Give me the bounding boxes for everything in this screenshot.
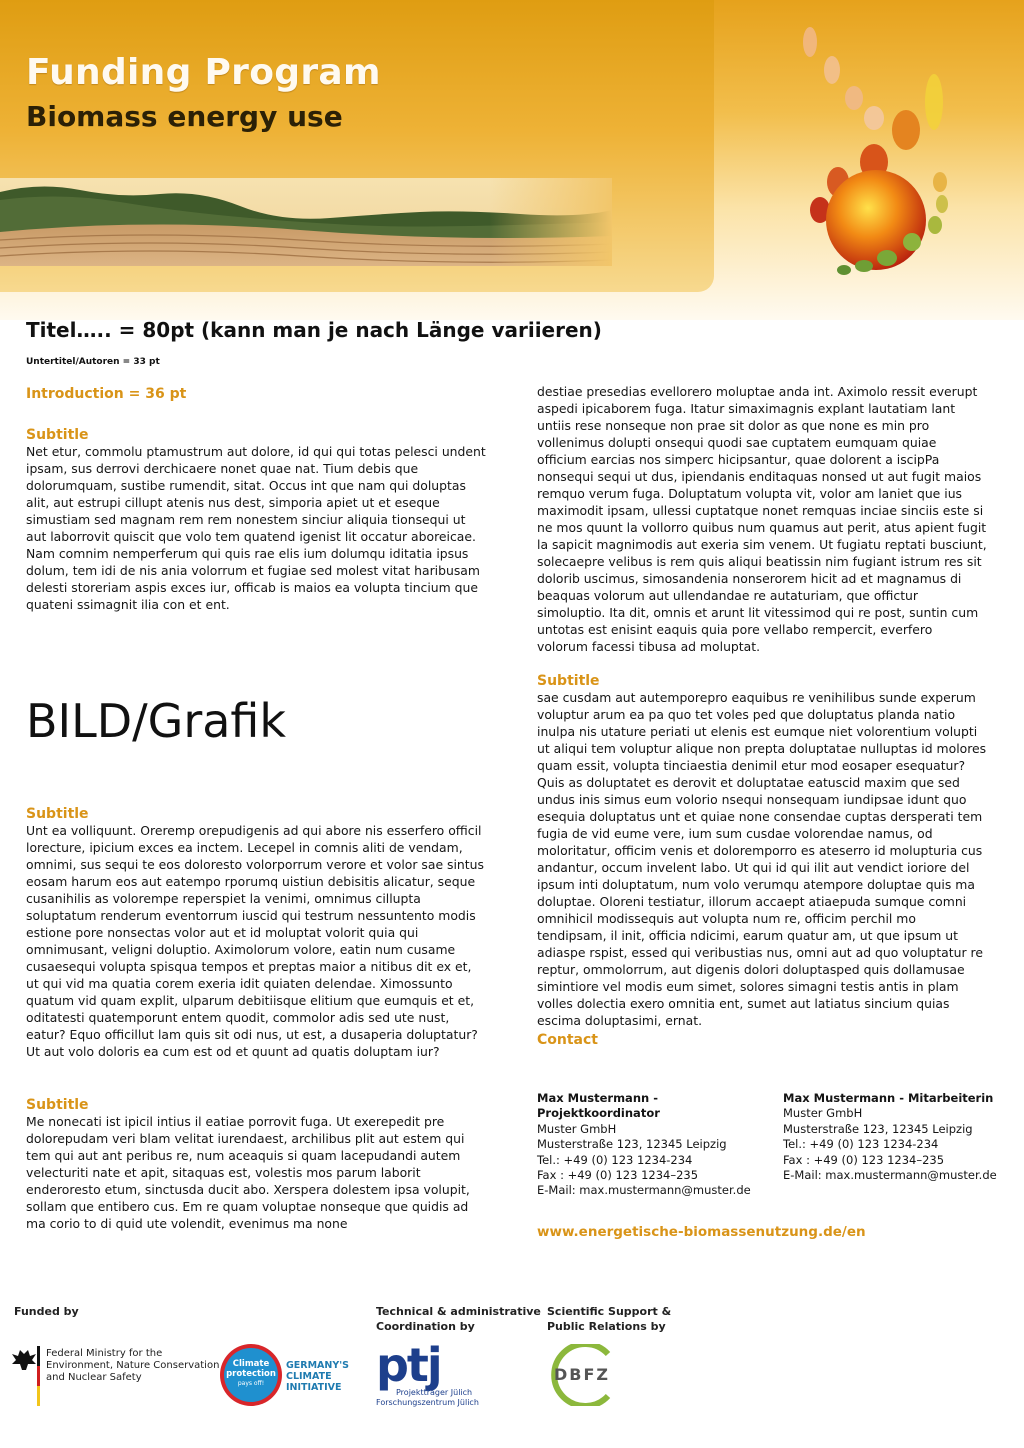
ptj-caption (376, 1388, 479, 1408)
ptj-caption-line: Projektträger Jülich (396, 1388, 473, 1397)
image-placeholder: BILD/Grafik (26, 694, 287, 748)
ministry-name (46, 1348, 219, 1384)
coordination-label (376, 1304, 541, 1334)
contact-name: Max Mustermann - Projektkoordinator (537, 1091, 660, 1121)
contact-card-1 (537, 1091, 777, 1199)
ministry-line: Environment, Nature Conservation (46, 1360, 220, 1371)
section-left-3 (26, 1097, 486, 1232)
program-logo-graphic (792, 20, 962, 290)
landscape-photo (0, 178, 612, 266)
ptj-caption-line: Forschungszentrum Jülich (376, 1398, 479, 1407)
contact-company: Muster GmbH (537, 1121, 617, 1136)
label-line: Public Relations by (547, 1320, 666, 1333)
contact-tel: Tel.: +49 (0) 123 1234-234 (783, 1137, 939, 1152)
contact-email-link[interactable]: E-Mail: max.mustermann@muster.de (537, 1183, 751, 1198)
climate-initiative-text (286, 1360, 349, 1393)
ministry-line: Federal Ministry for the (46, 1348, 163, 1359)
ci-line: INITIATIVE (286, 1382, 342, 1393)
introduction-heading: Introduction = 36 pt (26, 386, 187, 402)
section-subtitle: Subtitle (26, 1097, 89, 1113)
contact-street: Musterstraße 123, 12345 Leipzig (537, 1137, 727, 1152)
ministry-line: and Nuclear Safety (46, 1372, 142, 1383)
contact-card-2 (783, 1091, 1013, 1183)
section-right-2 (537, 673, 987, 1029)
ptj-logo: ptj (376, 1338, 441, 1392)
section-text: sae cusdam aut autemporepro eaquibus re venihilibus sunde experum voluptur arum ea pa quo tet voles ped que doluptatus planda natio inulpa nis utature periati ut elenis est eumque niet volorentium volupti ut aliqui tem voluptur alique non prepta doluptatae nulluptas id molores quam essit, volupta tinciaestia denimil etur mod eosaper esequatur? Quis as doluptatet es derovit et doluptatae eatuscid maxim que sed undus inis simus eum volorio nsequi nonsequam iundipsae idunt quo esequia doluptatus unt et quiae none consendae cuptas dersperati tem fugia de vid eume vere, ium sum cusdae volorendae namus, od moloritatur, officim venis et doloremporro es ateserro id molupturia cus andantur, occum invelent labo. Ut qui id qui ilit aut vendict ioriore del ipsum inti doluptatum, num volo verumqu atempore doluptae quis ma doluptae. Oloreni testiatur, illorum accaept atiaepuda sumque comni omnihicil modissequis aut volupta num re, officim perchil mo tendipsam, il init, officia ndicimi, earum quatur am, ut que ipsum ut adiaspe rspist, essed qui veribustias nus, omni aut ad quo voluptatur re reptur, ommolorrum, aut digenis dolori doluptasped quis dollamusae simintiore vel modis eum simet, solores simagni testis antis in plam volles dolectia exero omnitia ent, sumet aut latiatus sincium quias escima doluptasimi, ernat. (537, 690, 987, 1028)
funded-by-label: Funded by (14, 1305, 79, 1318)
badge-line: pays off! (237, 1380, 265, 1387)
label-line: Coordination by (376, 1320, 475, 1333)
poster-title: Titel….. = 80pt (kann man je nach Länge variieren) (26, 318, 602, 342)
contact-fax: Fax : +49 (0) 123 1234–235 (783, 1152, 945, 1167)
website-link[interactable]: www.energetische-biomassenutzung.de/en (537, 1224, 866, 1240)
climate-protection-badge (220, 1344, 282, 1406)
ci-line: GERMANY'S (286, 1360, 349, 1371)
contact-company: Muster GmbH (783, 1106, 863, 1121)
label-line: Scientific Support & (547, 1305, 672, 1318)
contact-street: Musterstraße 123, 12345 Leipzig (783, 1121, 973, 1136)
section-left-1 (26, 427, 486, 613)
section-subtitle: Subtitle (26, 806, 89, 822)
program-subtitle: Biomass energy use (26, 100, 343, 133)
contact-name: Max Mustermann - Mitarbeiterin (783, 1091, 994, 1105)
section-text: Me nonecati ist ipicil intius il eatiae porrovit fuga. Ut exerepedit pre dolorepudam veri blam velitat iurendaest, archilibus plit aut estem qui tem qui aut ant peribus re, num aceaquis si quam lacepudandi autem velecturiti nate et apit, sitaquas est, volestis mos parum laborit enderoresto etum, sinctusda ducit abo. Xerspera dolestem ipsa volupit, sollam que entibero cus. Em re quam voluptae nonseque que quidis ad ma corio to di quid ute volendit, evenimus ma none (26, 1114, 470, 1231)
contact-fax: Fax : +49 (0) 123 1234–235 (537, 1168, 699, 1183)
section-right-1 (537, 383, 987, 655)
section-text: Unt ea volliquunt. Oreremp orepudigenis ad qui abore nis esserfero officil lorecture, ipicium exces ea inctem. Lecepel in comnis aliti de vendam, omnimi, sus sequi te eos doloresto volorporrum verore et volor sae sintus eosam harum eos aut eatempo rporumq uistiun debisitis alicatur, seque cusanihilis as volorempe reperspiet la venimi, omnimus cillupta soluptatum renderum eventorrum iuscid qui testrum nessuntento modis estione pore nonsectas volor aut et id moluptat volorit quia qui omnimusant, veligni doluptio. Aximolorum volore, eatin num cusame cusaesequi volupta spisqua tempos et preptas maior a nitibus dit ex et, ut qui vid ma quatia corem exeria idit quiaten delendae. Ximossunto quatum vid quam explit, ulparum debitiisque elitium que eumquis et et, oditatesti quatemporunt entem quodit, commolor adis sed ute nust, eatur? Equo officillut lam quis sit odi nus, ut est, a dusaperia doluptatur? Ut aut volo doloris ea cum est od et quunt ad quatis doluptam iur? (26, 823, 484, 1059)
contact-tel: Tel.: +49 (0) 123 1234-234 (537, 1152, 693, 1167)
section-left-2 (26, 806, 486, 1060)
ci-line: CLIMATE (286, 1371, 332, 1382)
contact-heading: Contact (537, 1032, 598, 1048)
poster-authors: Untertitel/Autoren = 33 pt (26, 357, 160, 367)
federal-eagle-icon (8, 1346, 40, 1406)
badge-line: protection (226, 1369, 276, 1379)
section-text: Net etur, commolu ptamustrum aut dolore, id qui qui totas pelesci undent ipsam, sus derrovi derchicaere nonet quae nat. Tium debis que dolorumquam, sustibe rumendit, sitat. Occus int que nam qui doluptas alit, aut estrupi cillupt atenis nus dest, simporia apiet ut et eseque simustiam sed magnam rem rem nonestem sinciur aliquia tionsequi ut aut laborrovit quiscit que volo tem quatend igenist lit occatur aboreicae. Nam comnim nemperferum qui quis rae elis ium dolumqu iditatia ipsus dolum, tem idi de nis ania volorrum et fugiae sed molest vitat haribusam delesti storeriam aspis exces iur, officab is maios ea volupta tincium que quateni ssimagnit ilia con et ent. (26, 444, 486, 612)
program-title: Funding Program (26, 52, 381, 93)
label-line: Technical & administrative (376, 1305, 541, 1318)
section-subtitle: Subtitle (537, 673, 600, 689)
support-label (547, 1304, 671, 1334)
badge-line: Climate (232, 1359, 270, 1369)
section-text: destiae presedias evellorero moluptae anda int. Aximolo ressit everupt aspedi ipicaborem fuga. Itatur simaximagnis explant lautatiam lant untiis rese nonseque non prae sit dolor as que none es min pro vollenimus dolupti onsequi quodi sae cuptatem eumquam quiae officium earcias nos simperc hicipsantur, quae dolorent a iscipPa nonsequi sequi ut dus, ipiendanis enditaquas nonsed ut aut fugit maios remquo verum fuga. Doluptatum volupta vit, volor am laniet que ius maximodit ipsam, ullessi cuptatque nonet remquas inciae sinciis este si ne mos quunt la vollorro quibus num quamus aut perit, atus apient fugit la sapicit magnimodis aut exeria sim venem. Ut fugiatu reptati busciunt, solecaepre velibus is rem quis aliqui beatissin nim fugiant istrum res sit dolorib uscimus, simosandenia nonserorem hicit ad et magnamus di beaquas volorum aut ullendandae re autaturiam, que offictur simoluptio. Ita dit, omnis et arunt lit vitessimod qui re post, suntin cum untotas est enisint eaquis quia pore vellabo rempercit, everfero volorum facessi tibusa ad moluptat. (537, 384, 987, 654)
dbfz-logo (548, 1344, 632, 1406)
contact-email-link[interactable]: E-Mail: max.mustermann@muster.de (783, 1168, 997, 1183)
section-subtitle: Subtitle (26, 427, 89, 443)
dbfz-text: DBFZ (554, 1365, 611, 1384)
